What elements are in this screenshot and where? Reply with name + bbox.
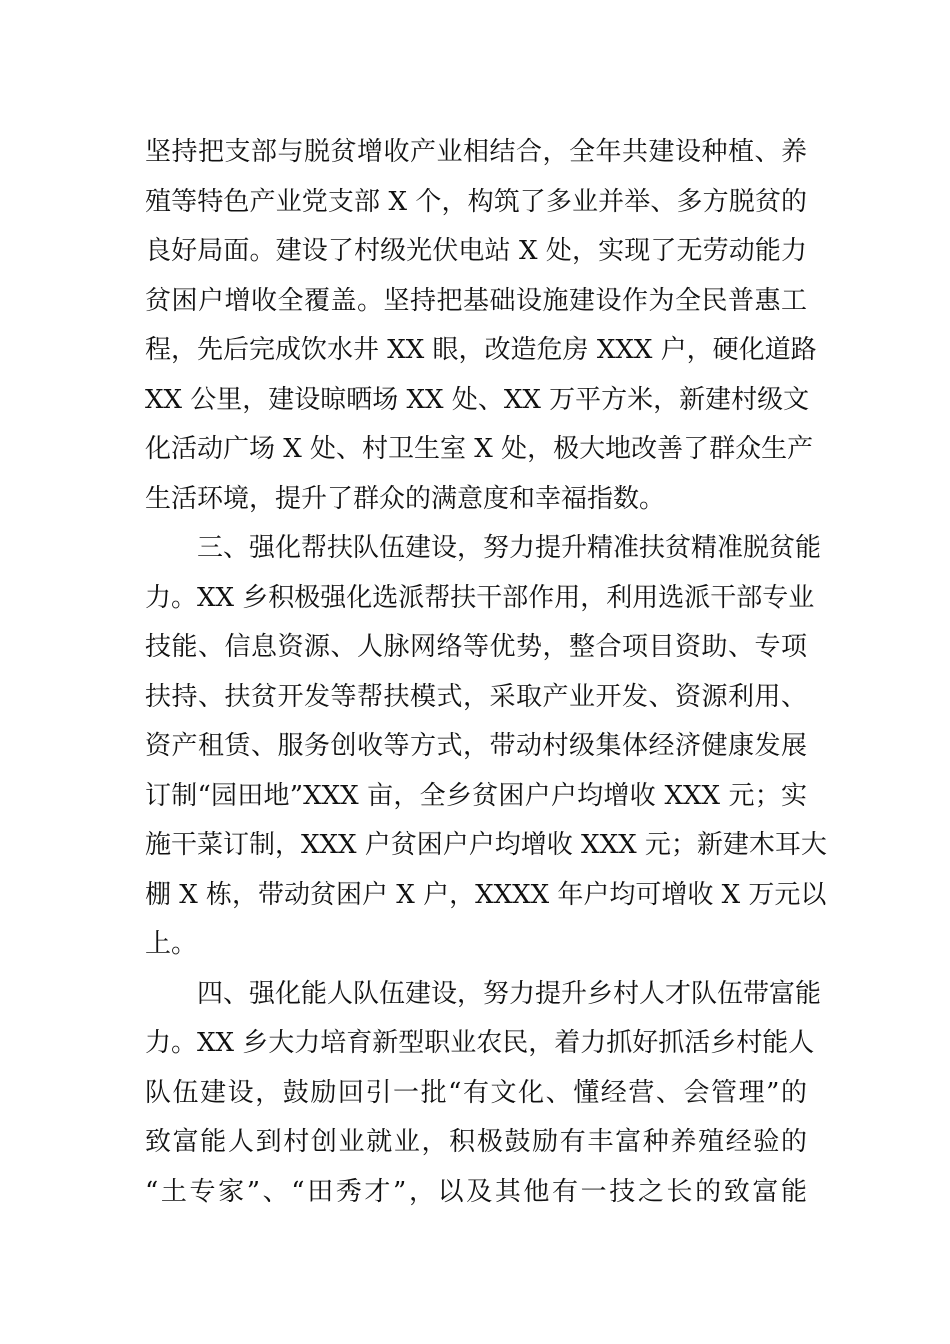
text-line: 化活动广场 X 处、村卫生室 X 处，极大地改善了群众生产 [145,434,814,464]
text-line: 致富能人到村创业就业，积极鼓励有丰富种养殖经验的 [145,1127,807,1157]
text-line: 队伍建设，鼓励回引一批“有文化、懂经营、会管理”的 [145,1077,807,1108]
paragraph-section-four [145,970,822,1218]
paragraph-section-three [145,524,827,970]
text-line: 施干菜订制，XXX 户贫困户户均增收 XXX 元；新建木耳大 [145,830,827,860]
text-line: 力。XX 乡大力培育新型职业农民，着力抓好抓活乡村能人 [145,1028,815,1058]
body-text [145,128,827,1217]
text-line: 技能、信息资源、人脉网络等优势，整合项目资助、专项 [145,632,807,662]
text-line: 程，先后完成饮水井 XX 眼，改造危房 XXX 户，硬化道路 [145,335,817,365]
text-line: XX 公里，建设晾晒场 XX 处、XX 万平方米，新建村级文 [145,384,810,415]
text-line: 良好局面。建设了村级光伏电站 X 处，实现了无劳动能力 [145,236,807,266]
paragraph-infrastructure [145,128,817,524]
text-line: 坚持把支部与脱贫增收产业相结合，全年共建设种植、养 [145,137,807,167]
text-line: 贫困户增收全覆盖。坚持把基础设施建设作为全民普惠工 [145,285,807,316]
section-heading-line: 三、强化帮扶队伍建设，努力提升精准扶贫精准脱贫能 [197,533,822,563]
text-line: 棚 X 栋，带动贫困户 X 户，XXXX 年户均可增收 X 万元以 [145,879,827,910]
text-line: 力。XX 乡积极强化选派帮扶干部作用，利用选派干部专业 [145,582,815,613]
text-line: 殖等特色产业党支部 X 个，构筑了多业并举、多方脱贫的 [145,186,807,217]
text-line: 生活环境，提升了群众的满意度和幸福指数。 [145,483,666,514]
text-line: 资产租赁、服务创收等方式，带动村级集体经济健康发展 [145,731,807,761]
text-line: 订制“园田地”XXX 亩，全乡贫困户户均增收 XXX 元；实 [145,780,807,811]
text-line: 上。 [145,929,198,959]
text-line: “土专家”、“田秀才”，以及其他有一技之长的致富能 [145,1176,807,1207]
section-heading-line: 四、强化能人队伍建设，努力提升乡村人才队伍带富能 [197,978,822,1009]
text-line: 扶持、扶贫开发等帮扶模式，采取产业开发、资源利用、 [145,681,807,712]
